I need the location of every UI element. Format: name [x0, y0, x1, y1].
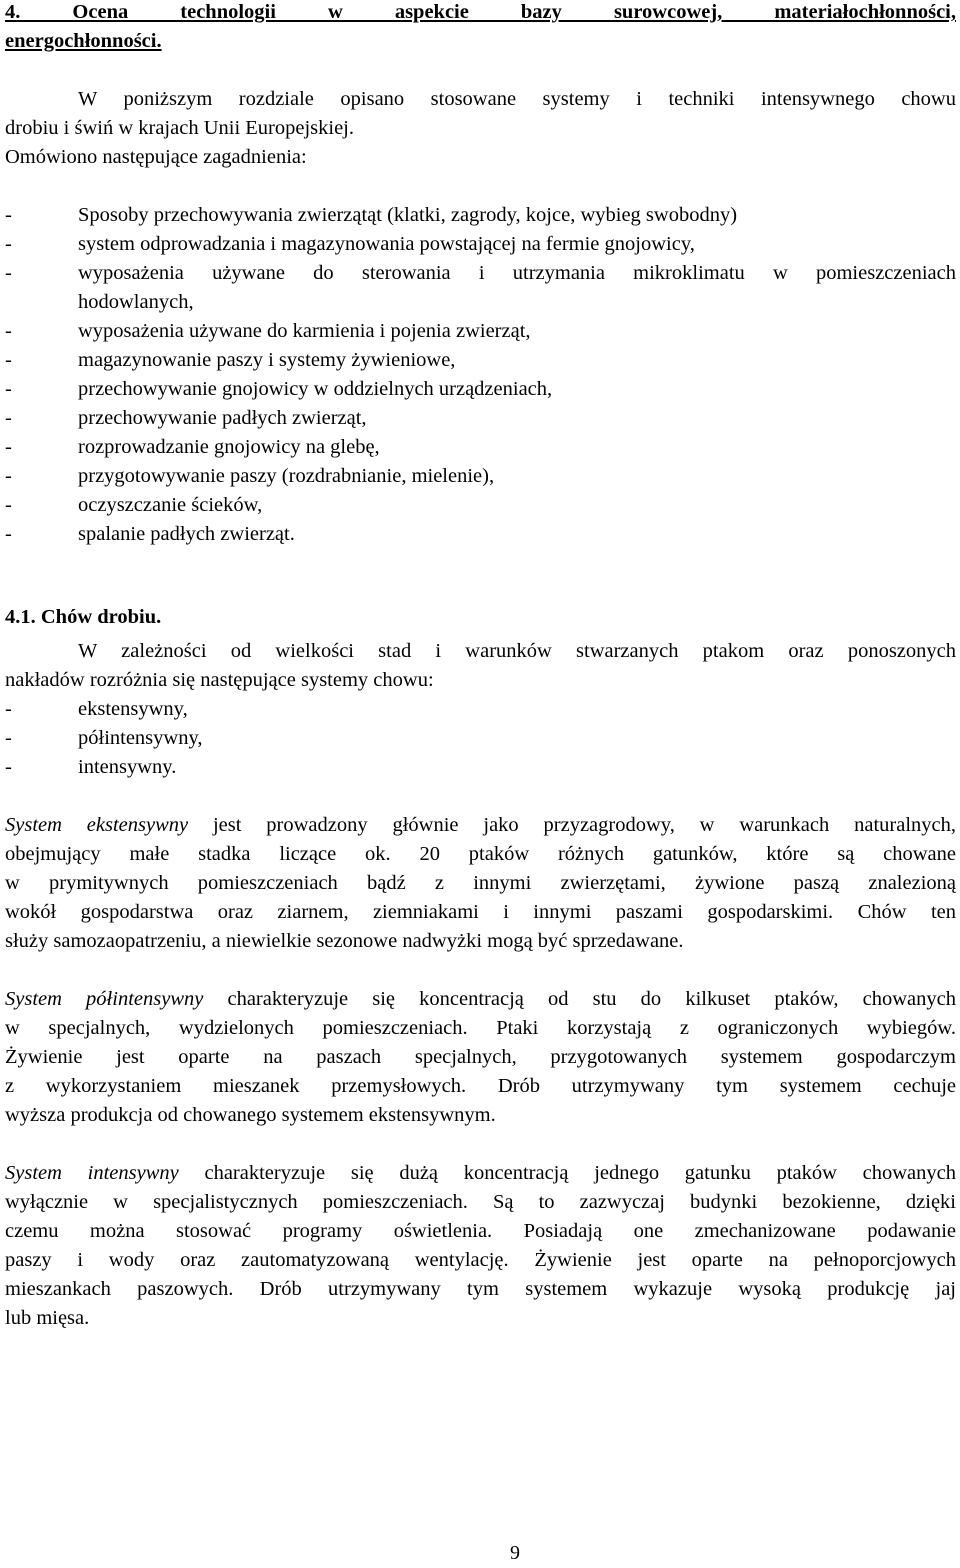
section-heading-line-2: energochłonności. — [5, 30, 162, 52]
intro-line-1: W poniższym rozdziale opisano stosowane systemy i techniki intensywnego chowu — [78, 88, 956, 110]
paragraph-text: jest prowadzony głównie jako przyzagrodowy, w warunkach naturalnych, — [188, 814, 956, 836]
paragraph-line: służy samozaopatrzeniu, a niewielkie sezonowe nadwyżki mogą być sprzedawane. — [5, 930, 684, 952]
list-item-text: półintensywny, — [78, 727, 203, 749]
term-italic: System półintensywny — [5, 988, 204, 1010]
paragraph-text: charakteryzuje się dużą koncentracją jednego gatunku ptaków chowanych — [178, 1162, 956, 1184]
page-number: 9 — [510, 1542, 520, 1564]
list-item-text: system odprowadzania i magazynowania powstającej na fermie gnojowicy, — [78, 233, 695, 255]
list-item-text: rozprowadzanie gnojowicy na glebę, — [78, 436, 380, 458]
paragraph-line: wokół gospodarstwa oraz ziarnem, ziemniakami i innymi paszami gospodarskimi. Chów ten — [5, 901, 956, 923]
list-dash: - — [5, 204, 12, 226]
term-italic: System intensywny — [5, 1162, 179, 1184]
list-item — [5, 491, 956, 520]
list-item — [5, 259, 956, 288]
list-item-text: przechowywanie padłych zwierząt, — [78, 407, 367, 429]
paragraph-line — [5, 1159, 956, 1188]
list-item — [5, 433, 956, 462]
list-item — [5, 404, 956, 433]
paragraph-line: lub mięsa. — [5, 1307, 90, 1329]
list-dash: - — [5, 523, 12, 545]
intro-line-2: drobiu i świń w krajach Unii Europejskiej. — [5, 117, 355, 139]
list-dash: - — [5, 349, 12, 371]
list-dash: - — [5, 698, 12, 720]
list-dash: - — [5, 436, 12, 458]
list-item — [5, 724, 956, 753]
list-item-text: przygotowywanie paszy (rozdrabnianie, mielenie), — [78, 465, 495, 487]
paragraph-line: Żywienie jest oparte na paszach specjalnych, przygotowanych systemem gospodarczym — [5, 1046, 956, 1068]
paragraph-line: z wykorzystaniem mieszanek przemysłowych. Drób utrzymywany tym systemem cechuje — [5, 1075, 956, 1097]
paragraph-line: obejmujący małe stadka liczące ok. 20 ptaków różnych gatunków, które są chowane — [5, 843, 956, 865]
list-dash: - — [5, 727, 12, 749]
list-dash: - — [5, 407, 12, 429]
list-item-text: spalanie padłych zwierząt. — [78, 523, 295, 545]
list-dash: - — [5, 233, 12, 255]
list-dash: - — [5, 465, 12, 487]
list-item-text: intensywny. — [78, 756, 177, 778]
list-dash: - — [5, 262, 12, 284]
paragraph-line: czemu można stosować programy oświetlenia. Posiadają one zmechanizowane podawanie — [5, 1220, 956, 1242]
term-italic: System ekstensywny — [5, 814, 189, 836]
paragraph-line — [5, 811, 956, 840]
list-item-text: wyposażenia używane do karmienia i pojenia zwierząt, — [78, 320, 531, 342]
document-page — [5, 0, 956, 1561]
list-item-text: magazynowanie paszy i systemy żywieniowe, — [78, 349, 456, 371]
list-dash: - — [5, 378, 12, 400]
list-item-text: przechowywanie gnojowicy w oddzielnych urządzeniach, — [78, 378, 553, 400]
intro-line-3: Omówiono następujące zagadnienia: — [5, 146, 307, 168]
list-item — [5, 462, 956, 491]
list-item — [5, 753, 956, 782]
paragraph-line: W zależności od wielkości stad i warunków stwarzanych ptakom oraz ponoszonych — [78, 640, 956, 662]
list-item — [5, 375, 956, 404]
paragraph-line: mieszankach paszowych. Drób utrzymywany tym systemem wykazuje wysoką produkcję jaj — [5, 1278, 956, 1300]
paragraph-line: wyłącznie w specjalistycznych pomieszczeniach. Są to zazwyczaj budynki bezokienne, dzięki — [5, 1191, 956, 1213]
paragraph-line — [5, 985, 956, 1014]
list-item-continuation: hodowlanych, — [78, 291, 194, 313]
list-item-text: ekstensywny, — [78, 698, 188, 720]
list-item — [5, 520, 956, 549]
paragraph-line: nakładów rozróżnia się następujące systemy chowu: — [5, 669, 434, 691]
list-dash: - — [5, 756, 12, 778]
list-item — [5, 346, 956, 375]
list-item — [5, 230, 956, 259]
subsection-title: 4.1. Chów drobiu. — [5, 606, 162, 628]
paragraph-line: w specjalnych, wydzielonych pomieszczeniach. Ptaki korzystają z ograniczonych wybiegów. — [5, 1017, 956, 1039]
list-dash: - — [5, 494, 12, 516]
list-item-text: wyposażenia używane do sterowania i utrzymania mikroklimatu w pomieszczeniach — [78, 262, 956, 284]
list-item-text: Sposoby przechowywania zwierzątąt (klatki, zagrody, kojce, wybieg swobodny) — [78, 204, 738, 226]
paragraph-line: wyższa produkcja od chowanego systemem ekstensywnym. — [5, 1104, 496, 1126]
paragraph-line: w prymitywnych pomieszczeniach bądź z innymi zwierzętami, żywione paszą znalezioną — [5, 872, 956, 894]
list-item-text: oczyszczanie ścieków, — [78, 494, 263, 516]
paragraph-line: paszy i wody oraz zautomatyzowaną wentylację. Żywienie jest oparte na pełnoporcjowych — [5, 1249, 956, 1271]
list-item — [5, 201, 956, 230]
paragraph-text: charakteryzuje się koncentracją od stu do kilkuset ptaków, chowanych — [203, 988, 956, 1010]
list-item — [5, 317, 956, 346]
list-item — [5, 695, 956, 724]
list-dash: - — [5, 320, 12, 342]
section-heading-line-1: 4. Ocena technologii w aspekcie bazy surowcowej, materiałochłonności, — [5, 1, 956, 23]
